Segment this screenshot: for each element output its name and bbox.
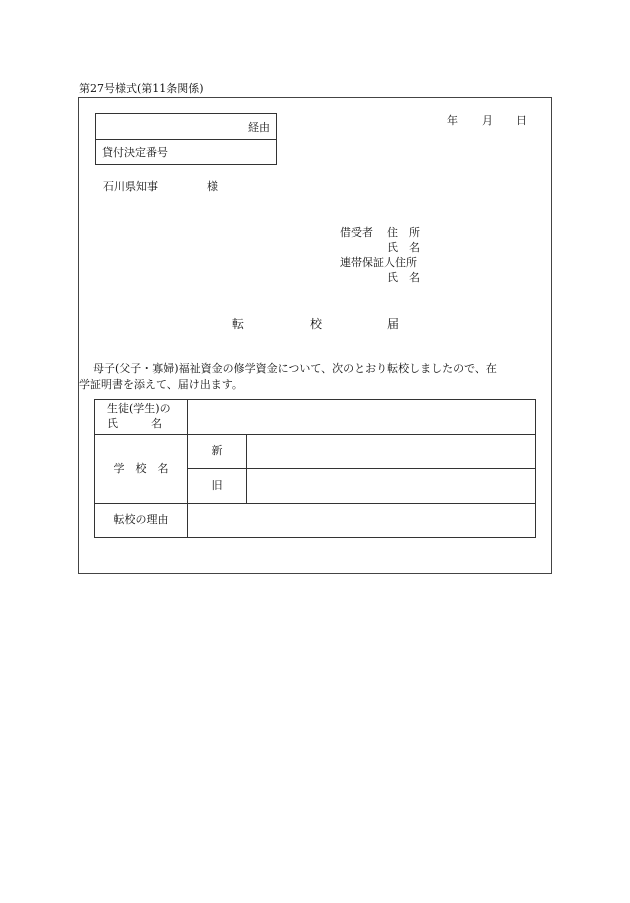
- via-label: 経由: [248, 121, 270, 134]
- body-line-1: 母子(父子・寡婦)福祉資金の修学資金について、次のとおり転校しましたので、在: [93, 362, 497, 375]
- guarantor-address-label: 連帯保証人住所: [340, 256, 417, 269]
- addressee-governor: 石川県知事: [103, 180, 158, 193]
- title-char-3: 届: [387, 317, 400, 331]
- route-box-divider: [96, 139, 276, 140]
- borrower-label: 借受者: [340, 226, 373, 239]
- loan-decision-number-label: 貸付決定番号: [102, 146, 168, 159]
- school-old-value-cell: [247, 469, 536, 504]
- student-name-value-cell: [188, 400, 536, 435]
- transfer-info-table: [94, 399, 536, 538]
- date-day: 日: [516, 114, 527, 127]
- student-name-label-cell: [95, 400, 188, 435]
- borrower-name-label: 氏 名: [387, 241, 420, 254]
- transfer-reason-value-cell: [188, 504, 536, 538]
- date-year: 年: [447, 114, 458, 127]
- form-number: 第27号様式(第11条関係): [79, 82, 204, 95]
- title-char-1: 転: [232, 317, 245, 331]
- transfer-reason-label: 転校の理由: [95, 504, 188, 538]
- student-name-row: [95, 400, 536, 435]
- student-name-label-line1: 生徒(学生)の: [107, 402, 171, 415]
- title-char-2: 校: [310, 317, 323, 331]
- route-box: [95, 113, 277, 165]
- school-old-label: 旧: [188, 469, 247, 504]
- transfer-reason-row: [95, 504, 536, 538]
- school-new-label: 新: [188, 435, 247, 469]
- school-new-row: [95, 435, 536, 469]
- school-name-label: 学 校 名: [95, 435, 188, 504]
- school-new-value-cell: [247, 435, 536, 469]
- addressee-honorific: 様: [207, 180, 218, 193]
- date-month: 月: [482, 114, 493, 127]
- borrower-address-label: 住 所: [387, 226, 420, 239]
- body-line-2: 学証明書を添えて、届け出ます。: [79, 378, 243, 391]
- guarantor-name-label: 氏 名: [387, 271, 420, 284]
- student-name-label-line2: 氏 名: [107, 416, 162, 430]
